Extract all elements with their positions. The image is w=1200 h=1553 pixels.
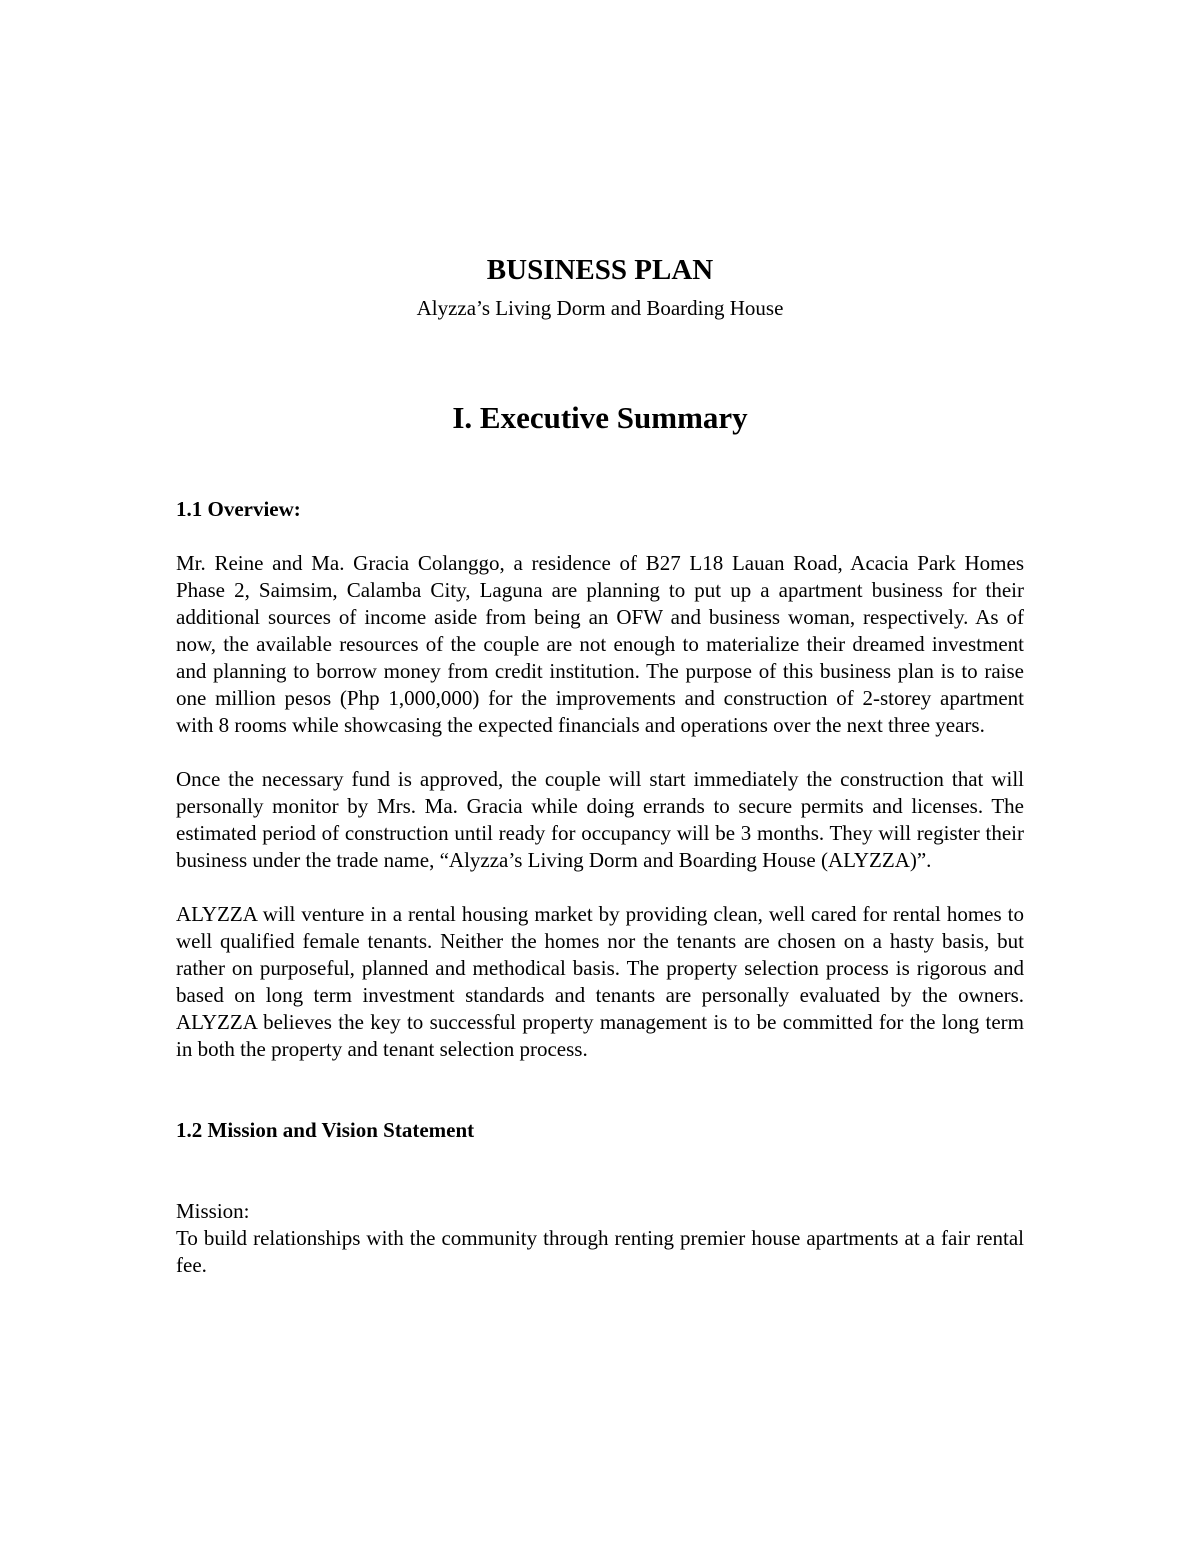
spacer [176,874,1024,901]
mission-text: To build relationships with the community through renting premier house apartments at a fair rental fee. [176,1226,1024,1277]
document-subtitle: Alyzza’s Living Dorm and Boarding House [416,296,784,320]
mission-label: Mission: [176,1199,250,1223]
spacer [176,523,1024,550]
overview-paragraph-3: ALYZZA will venture in a rental housing market by providing clean, well cared for rental homes to well qualified female tenants. Neither the homes nor the tenants are chosen on a hasty basis, but rather on purposeful, planned and methodical basis. The property selection process is rigorous and based on long term investment standards and tenants are personally evaluated by the owners. ALYZZA believes the key to successful property management is to be committed for the long term in both the property and tenant selection process. [176,902,1024,1061]
overview-paragraph-1: Mr. Reine and Ma. Gracia Colanggo, a residence of B27 L18 Lauan Road, Acacia Park Homes Phase 2, Saimsim, Calamba City, Laguna are planning to put up a apartment business for their additional sources of income aside from being an OFW and business woman, respectively. As of now, the available resources of the couple are not enough to materialize their dreamed investment and planning to borrow money from credit institution. The purpose of this business plan is to raise one million pesos (Php 1,000,000) for the improvements and construction of 2-storey apartment with 8 rooms while showcasing the expected financials and operations over the next three years. [176,551,1024,737]
overview-heading: 1.1 Overview: [176,497,301,521]
document-title: BUSINESS PLAN [486,254,714,286]
mission-vision-heading: 1.2 Mission and Vision Statement [176,1118,475,1142]
spacer [176,1063,1024,1117]
spacer [176,1144,1024,1198]
overview-paragraph-2: Once the necessary fund is approved, the couple will start immediately the construction that will personally monitor by Mrs. Ma. Gracia while doing errands to secure permits and licenses. The estimated period of construction until ready for occupancy will be 3 months. They will register their business under the trade name, “Alyzza’s Living Dorm and Boarding House (ALYZZA)”. [176,767,1024,872]
section-heading-executive-summary: I. Executive Summary [452,400,748,435]
document-body [176,496,1024,1279]
spacer [176,739,1024,766]
